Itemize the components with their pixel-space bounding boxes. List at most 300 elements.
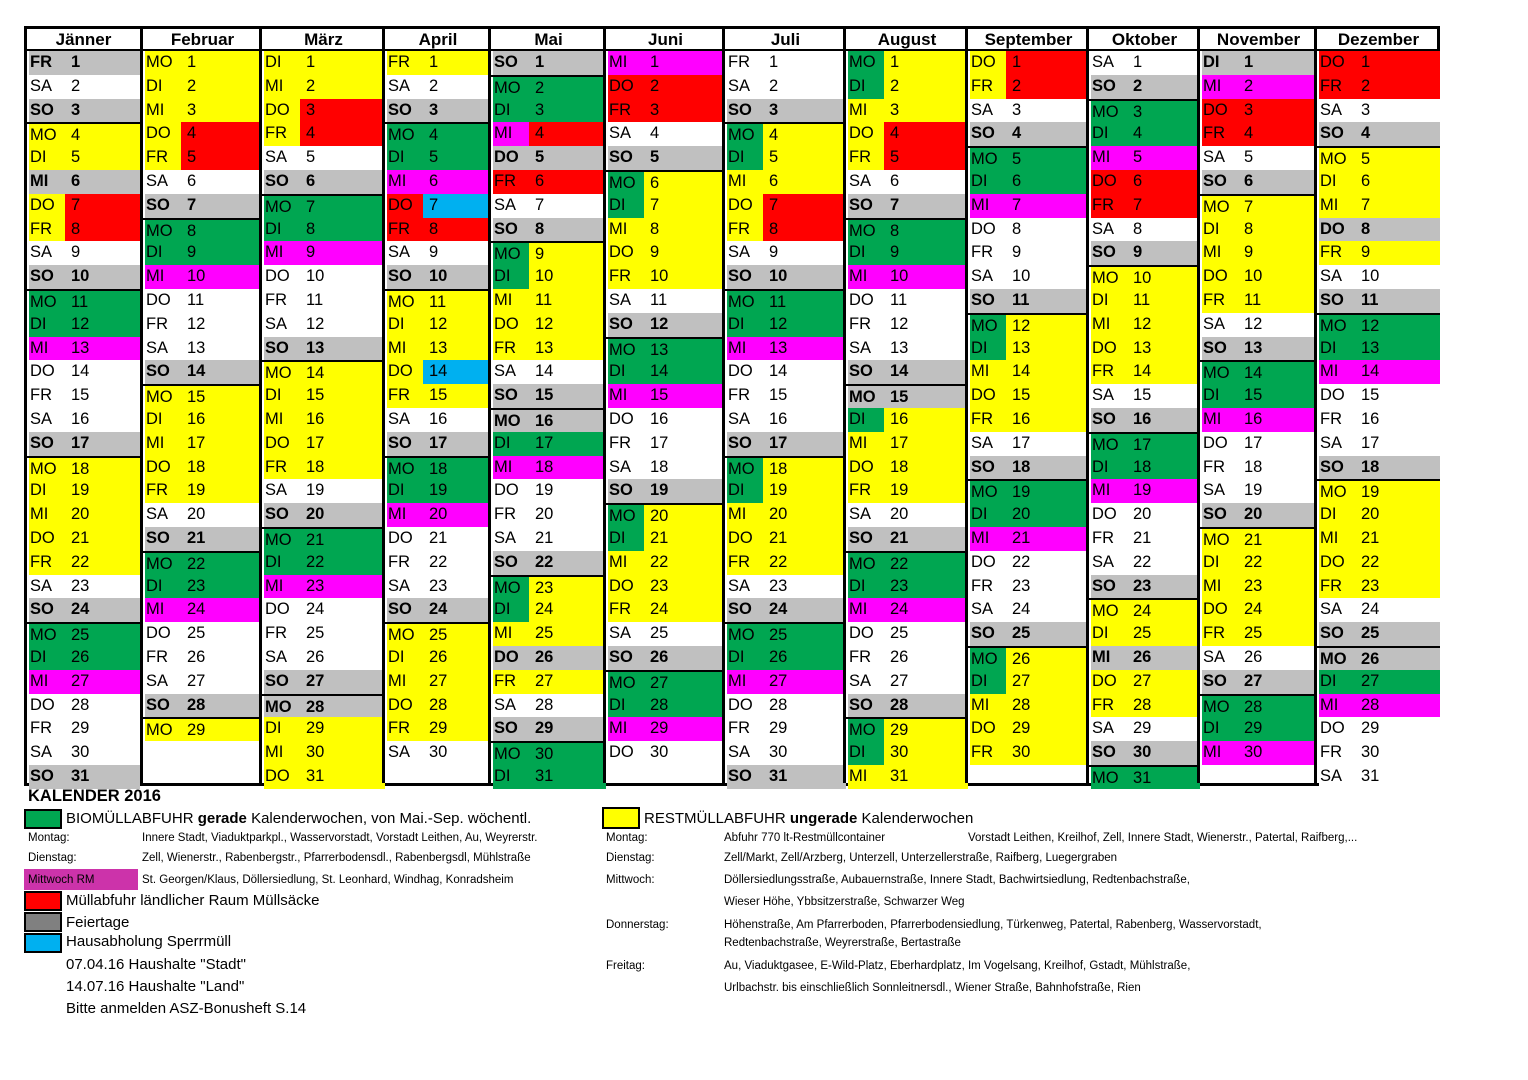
day-cell	[1317, 527, 1440, 551]
day-cell	[262, 551, 385, 575]
day-cell	[1317, 122, 1440, 146]
weekday-label: FR	[29, 717, 65, 741]
day-cell	[725, 479, 846, 503]
day-number: 5	[1238, 146, 1317, 170]
day-cell	[606, 289, 725, 313]
day-cell	[1317, 360, 1440, 384]
day-number: 3	[884, 99, 968, 123]
weekday-label: MO	[1202, 196, 1238, 218]
day-cell	[846, 170, 968, 194]
day-number: 18	[529, 456, 606, 480]
day-cell	[1089, 670, 1200, 694]
day-cell	[491, 122, 606, 146]
day-number: 25	[529, 622, 606, 646]
day-number: 18	[1127, 456, 1200, 480]
day-number: 9	[1127, 241, 1200, 265]
weekday-label: FR	[1202, 456, 1238, 480]
weekday-label: FR	[727, 384, 763, 408]
day-number: 13	[644, 339, 725, 361]
day-number: 11	[65, 291, 140, 313]
weekday-label: SA	[1091, 218, 1127, 242]
day-cell	[262, 146, 385, 170]
weekday-label: FR	[145, 313, 181, 337]
day-number: 13	[1127, 337, 1200, 361]
weekday-label: FR	[264, 456, 300, 480]
day-number: 21	[1127, 527, 1200, 551]
weekday-label: SO	[493, 51, 529, 75]
day-cell	[1089, 432, 1200, 456]
month-header: Februar	[143, 29, 262, 51]
day-cell	[1317, 741, 1440, 765]
day-cell	[1200, 99, 1317, 123]
day-cell	[606, 122, 725, 146]
day-cell	[1317, 456, 1440, 480]
weekday-label: DO	[29, 360, 65, 384]
weekday-label: SO	[387, 432, 423, 456]
day-cell	[27, 551, 140, 575]
weekday-label: DI	[264, 717, 300, 741]
day-cell	[846, 146, 968, 170]
day-number: 16	[529, 410, 606, 432]
day-number: 21	[423, 527, 491, 551]
day-cell	[725, 646, 846, 670]
day-number: 27	[300, 670, 385, 694]
day-number: 12	[529, 313, 606, 337]
day-number: 9	[1355, 241, 1440, 265]
day-cell	[27, 432, 140, 456]
day-number: 7	[884, 194, 968, 218]
weekday-label: MO	[1091, 600, 1127, 622]
weekday-label: MO	[1319, 481, 1355, 503]
day-cell	[725, 575, 846, 599]
weekday-label: DI	[727, 146, 763, 170]
day-number: 5	[529, 146, 606, 170]
day-number: 9	[763, 241, 846, 265]
day-cell	[262, 646, 385, 670]
day-number: 19	[300, 479, 385, 503]
day-cell	[968, 432, 1089, 456]
day-cell	[968, 384, 1089, 408]
day-number: 31	[529, 765, 606, 789]
weekday-label: SA	[1202, 313, 1238, 337]
weekday-label: DO	[608, 408, 644, 432]
day-cell	[262, 313, 385, 337]
day-number: 6	[423, 170, 491, 194]
weekday-label: SO	[848, 527, 884, 551]
weekday-label: DO	[493, 646, 529, 670]
weekday-label: DI	[848, 408, 884, 432]
day-cell	[262, 51, 385, 75]
day-number: 31	[884, 765, 968, 789]
rest-text2-mo: Vorstadt Leithen, Kreilhof, Zell, Innere Stadt, Wienerstr., Patertal, Raifberg,...	[968, 832, 1358, 844]
weekday-label: SO	[1319, 122, 1355, 146]
day-cell	[385, 694, 491, 718]
day-cell	[606, 194, 725, 218]
day-number: 8	[884, 220, 968, 242]
day-number: 11	[644, 289, 725, 313]
weekday-label: SA	[727, 75, 763, 99]
day-cell	[846, 313, 968, 337]
day-number: 10	[1127, 267, 1200, 289]
day-number: 19	[644, 479, 725, 503]
day-cell	[262, 384, 385, 408]
weekday-label: DI	[493, 598, 529, 622]
day-number: 21	[884, 527, 968, 551]
weekday-label: SO	[29, 265, 65, 289]
rest-day-di: Dienstag:	[606, 852, 655, 864]
weekday-label: DO	[848, 622, 884, 646]
weekday-label: MI	[608, 717, 644, 741]
day-cell	[143, 265, 262, 289]
day-cell	[27, 384, 140, 408]
day-number: 10	[300, 265, 385, 289]
day-number: 28	[423, 694, 491, 718]
weekday-label: MI	[848, 99, 884, 123]
weekday-label: DO	[264, 598, 300, 622]
day-number: 1	[1238, 51, 1317, 75]
day-cell	[1317, 51, 1440, 75]
day-cell	[846, 741, 968, 765]
day-number: 20	[181, 503, 262, 527]
weekday-label: MO	[970, 481, 1006, 503]
day-cell	[1200, 670, 1317, 694]
day-cell	[1089, 146, 1200, 170]
weekday-label: FR	[608, 432, 644, 456]
weekday-label: MO	[727, 291, 763, 313]
day-cell	[606, 218, 725, 242]
day-number: 23	[763, 575, 846, 599]
day-number: 28	[1238, 696, 1317, 718]
day-number: 11	[529, 289, 606, 313]
weekday-label: DO	[608, 241, 644, 265]
weekday-label: DI	[1202, 51, 1238, 75]
weekday-label: DO	[608, 75, 644, 99]
day-cell	[491, 503, 606, 527]
weekday-label: MI	[970, 694, 1006, 718]
gray-swatch	[24, 912, 62, 932]
day-number: 8	[181, 220, 262, 242]
day-cell	[27, 241, 140, 265]
weekday-label: MI	[848, 598, 884, 622]
day-number: 5	[181, 146, 262, 170]
weekday-label: DO	[1091, 670, 1127, 694]
weekday-label: DO	[727, 194, 763, 218]
weekday-label: MI	[1319, 194, 1355, 218]
weekday-label: SA	[145, 670, 181, 694]
day-cell	[27, 360, 140, 384]
month-column	[603, 29, 725, 783]
weekday-label: DI	[29, 313, 65, 337]
day-cell	[1317, 75, 1440, 99]
day-number: 21	[644, 527, 725, 551]
day-cell	[1200, 432, 1317, 456]
weekday-label: SO	[848, 694, 884, 718]
day-cell	[143, 622, 262, 646]
day-cell	[262, 694, 385, 718]
month-header: April	[385, 29, 491, 51]
day-number: 30	[529, 743, 606, 765]
weekday-label: SA	[145, 170, 181, 194]
weekday-label: MI	[387, 670, 423, 694]
day-cell	[606, 170, 725, 194]
weekday-label: SA	[727, 741, 763, 765]
day-cell	[27, 741, 140, 765]
day-number: 7	[1006, 194, 1089, 218]
day-cell	[1089, 313, 1200, 337]
day-cell	[491, 313, 606, 337]
weekday-label: FR	[387, 384, 423, 408]
weekday-label: DO	[145, 622, 181, 646]
day-cell	[606, 360, 725, 384]
day-number: 25	[763, 624, 846, 646]
day-cell	[143, 527, 262, 551]
day-number: 22	[181, 553, 262, 575]
weekday-label: FR	[608, 265, 644, 289]
weekday-label: MI	[1319, 527, 1355, 551]
day-cell	[846, 598, 968, 622]
weekday-label: DI	[1319, 503, 1355, 527]
weekday-label: MI	[1091, 646, 1127, 670]
day-cell	[491, 575, 606, 599]
day-number: 14	[65, 360, 140, 384]
day-cell	[491, 598, 606, 622]
day-number: 26	[644, 646, 725, 670]
day-number: 30	[65, 741, 140, 765]
day-number: 20	[884, 503, 968, 527]
day-cell	[143, 503, 262, 527]
day-number: 13	[1355, 337, 1440, 361]
day-number: 2	[1238, 75, 1317, 99]
day-cell	[262, 622, 385, 646]
weekday-label: MI	[1319, 360, 1355, 384]
day-cell	[1200, 194, 1317, 218]
day-cell	[143, 289, 262, 313]
month-header: März	[262, 29, 385, 51]
day-cell	[1317, 670, 1440, 694]
weekday-label: MO	[29, 624, 65, 646]
weekday-label: MI	[387, 337, 423, 361]
weekday-label: DI	[145, 241, 181, 265]
weekday-label: SO	[29, 432, 65, 456]
day-number: 13	[529, 337, 606, 361]
day-number: 14	[884, 360, 968, 384]
day-number: 20	[1355, 503, 1440, 527]
day-number: 25	[1355, 622, 1440, 646]
day-number: 18	[1238, 456, 1317, 480]
day-cell	[606, 575, 725, 599]
rest-legend-text: RESTMÜLLABFUHR ungerade Kalenderwochen	[644, 810, 974, 827]
weekday-label: DO	[1319, 717, 1355, 741]
day-number: 7	[65, 194, 140, 218]
day-cell	[385, 741, 491, 765]
weekday-label: FR	[1319, 241, 1355, 265]
weekday-label: DO	[493, 313, 529, 337]
day-number: 22	[1127, 551, 1200, 575]
day-cell	[1200, 289, 1317, 313]
day-number: 24	[300, 598, 385, 622]
day-number: 1	[1006, 51, 1089, 75]
weekday-label: MI	[727, 503, 763, 527]
weekday-label: DO	[264, 432, 300, 456]
day-number: 21	[300, 529, 385, 551]
bio-day-mi: Mittwoch RM	[28, 874, 95, 886]
weekday-label: MO	[727, 458, 763, 480]
day-number: 17	[644, 432, 725, 456]
day-number: 29	[300, 717, 385, 741]
day-number: 1	[763, 51, 846, 75]
day-number: 23	[423, 575, 491, 599]
day-number: 22	[763, 551, 846, 575]
weekday-label: MO	[264, 362, 300, 384]
day-number: 29	[1127, 717, 1200, 741]
day-number: 8	[644, 218, 725, 242]
day-number: 22	[1006, 551, 1089, 575]
day-number: 22	[423, 551, 491, 575]
day-number: 8	[423, 218, 491, 242]
month-header: Oktober	[1089, 29, 1200, 51]
day-cell	[1317, 598, 1440, 622]
day-cell	[1200, 265, 1317, 289]
weekday-label: FR	[1091, 194, 1127, 218]
day-number: 2	[884, 75, 968, 99]
weekday-label: MI	[1319, 694, 1355, 718]
day-number: 1	[529, 51, 606, 75]
day-cell	[846, 575, 968, 599]
weekday-label: MO	[264, 696, 300, 718]
day-number: 15	[644, 384, 725, 408]
day-cell	[846, 432, 968, 456]
day-cell	[385, 241, 491, 265]
day-cell	[491, 479, 606, 503]
day-number: 28	[1127, 694, 1200, 718]
day-number: 14	[181, 360, 262, 384]
day-cell	[491, 289, 606, 313]
day-cell	[143, 646, 262, 670]
day-number: 18	[763, 458, 846, 480]
weekday-label: MI	[1202, 408, 1238, 432]
day-number: 18	[644, 456, 725, 480]
day-cell	[1200, 146, 1317, 170]
weekday-label: MI	[387, 170, 423, 194]
day-cell	[491, 408, 606, 432]
day-cell	[846, 456, 968, 480]
day-cell	[262, 75, 385, 99]
day-cell	[968, 503, 1089, 527]
day-number: 1	[65, 51, 140, 75]
day-cell	[725, 241, 846, 265]
day-cell	[385, 670, 491, 694]
day-cell	[606, 527, 725, 551]
weekday-label: DI	[970, 503, 1006, 527]
day-cell	[1200, 241, 1317, 265]
day-number: 9	[529, 243, 606, 265]
day-cell	[725, 51, 846, 75]
weekday-label: MO	[387, 124, 423, 146]
day-cell	[968, 408, 1089, 432]
day-number: 24	[1006, 598, 1089, 622]
day-cell	[491, 622, 606, 646]
weekday-label: DI	[1202, 717, 1238, 741]
weekday-label: DI	[848, 75, 884, 99]
day-cell	[1317, 432, 1440, 456]
day-number: 17	[884, 432, 968, 456]
day-cell	[846, 384, 968, 408]
weekday-label: DI	[264, 51, 300, 75]
weekday-label: SO	[727, 99, 763, 123]
month-column	[140, 29, 262, 783]
weekday-label: DI	[608, 194, 644, 218]
rest-day-mi: Mittwoch:	[606, 874, 655, 886]
weekday-label: DI	[1202, 551, 1238, 575]
weekday-label: MO	[493, 410, 529, 432]
day-cell	[1317, 146, 1440, 170]
weekday-label: SO	[1202, 170, 1238, 194]
day-cell	[1200, 575, 1317, 599]
day-number: 18	[65, 458, 140, 480]
day-number: 1	[1355, 51, 1440, 75]
day-number: 27	[884, 670, 968, 694]
day-number: 16	[1127, 408, 1200, 432]
weekday-label: FR	[1202, 289, 1238, 313]
weekday-label: MO	[493, 77, 529, 99]
day-number: 19	[1238, 479, 1317, 503]
day-cell	[606, 694, 725, 718]
weekday-label: SO	[1202, 670, 1238, 694]
day-number: 15	[181, 386, 262, 408]
weekday-label: FR	[1091, 694, 1127, 718]
day-number: 19	[529, 479, 606, 503]
day-cell	[1200, 598, 1317, 622]
day-cell	[968, 646, 1089, 670]
day-number: 3	[181, 99, 262, 123]
weekday-label: MO	[848, 220, 884, 242]
weekday-label: MO	[848, 553, 884, 575]
cyan-swatch	[24, 933, 62, 953]
day-number: 5	[65, 146, 140, 170]
day-number: 15	[1238, 384, 1317, 408]
day-cell	[27, 694, 140, 718]
weekday-label: MO	[29, 458, 65, 480]
day-number: 16	[65, 408, 140, 432]
weekday-label: DO	[29, 694, 65, 718]
day-cell	[606, 313, 725, 337]
weekday-label: SO	[608, 646, 644, 670]
day-cell	[491, 241, 606, 265]
day-number: 8	[763, 218, 846, 242]
day-number: 6	[529, 170, 606, 194]
day-number: 13	[181, 337, 262, 361]
weekday-label: DI	[1319, 670, 1355, 694]
weekday-label: DO	[493, 146, 529, 170]
day-cell	[606, 241, 725, 265]
day-cell	[1200, 170, 1317, 194]
day-number: 4	[1006, 122, 1089, 146]
day-number: 6	[181, 170, 262, 194]
day-number: 26	[181, 646, 262, 670]
day-cell	[725, 670, 846, 694]
rest-text2-do: Redtenbachstraße, Weyrerstraße, Bertastraße	[724, 937, 961, 949]
day-cell	[1317, 503, 1440, 527]
weekday-label: SO	[1319, 289, 1355, 313]
bio-day-di: Dienstag:	[28, 852, 77, 864]
day-number: 11	[181, 289, 262, 313]
day-cell	[143, 170, 262, 194]
day-number: 29	[884, 719, 968, 741]
weekday-label: DO	[970, 51, 1006, 75]
day-number: 8	[1127, 218, 1200, 242]
day-cell	[262, 241, 385, 265]
day-number: 5	[423, 146, 491, 170]
